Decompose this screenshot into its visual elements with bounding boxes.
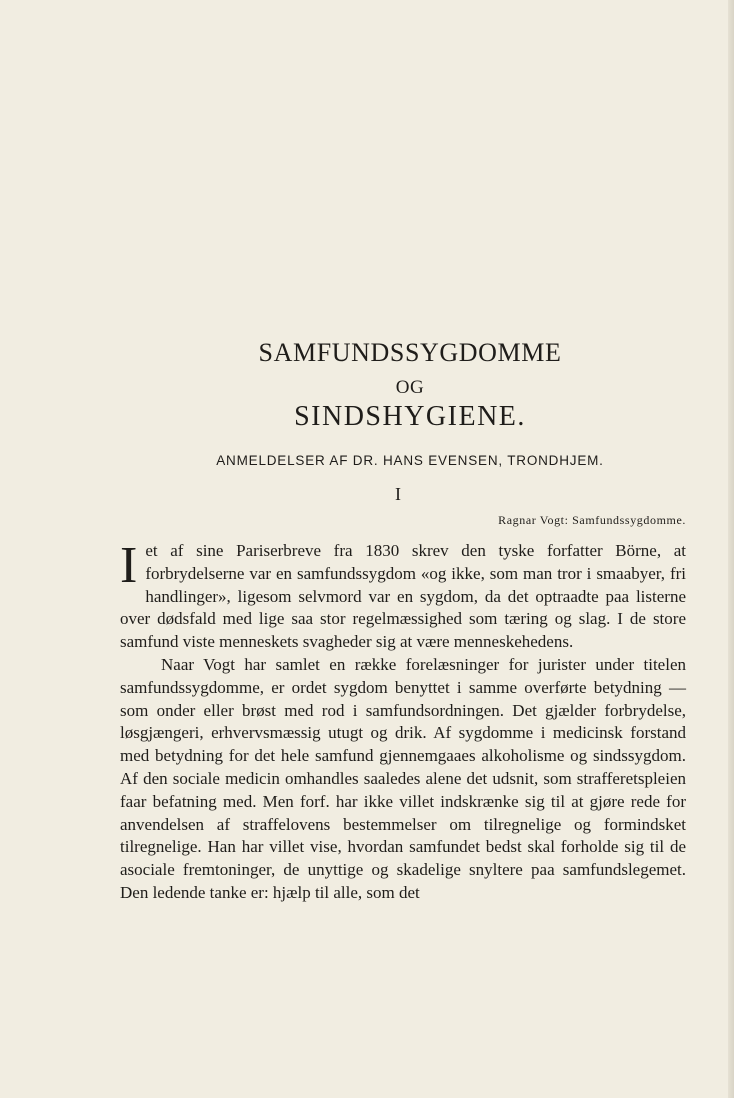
body-text: [120, 537, 686, 905]
title-line-1: SAMFUNDSSYGDOMME: [258, 338, 562, 367]
drop-cap: I: [120, 537, 138, 594]
section-numeral: I: [395, 484, 401, 504]
paragraph-1-text: et af sine Pariserbreve fra 1830 skrev den tyske forfatter Börne, at forbrydelserne var en samfundssygdom «og ikke, som man tror i smaabyer, fri handlinger», ligesom selvmord var en sygdom, da det optraadte paa listerne over dødsfald med lige saa stor regelmæssighed som tæring og slag. I de store samfund viste menneskets svagheder sig at være menneskehedens.: [120, 541, 686, 652]
title-line-3: SINDSHYGIENE.: [294, 401, 526, 432]
title-line-2: OG: [395, 377, 425, 398]
byline: ANMELDELSER AF DR. HANS EVENSEN, TRONDHJEM.: [216, 453, 604, 468]
reference: Ragnar Vogt: Samfundssygdomme.: [498, 513, 686, 527]
page-edge: [728, 0, 734, 1098]
paragraph-1: [120, 537, 686, 654]
paragraph-2: Naar Vogt har samlet en række forelæsninger for jurister under titelen samfundssygdomme, er ordet sygdom benyttet i samme overførte betydning — som onder eller brøst med rod i samfundsordningen. Det gjælder forbrydelse, løsgjængeri, erhvervsmæssig utugt og drik. Af sygdomme i medicinsk forstand med betydning for det hele samfund gjennemgaaes alkoholisme og sindssygdom. Af den sociale medicin omhandles saaledes alene det udsnit, som strafferetspleien faar befatning med. Men forf. har ikke villet indskrænke sig til at gjøre rede for anvendelsen af straffelovens bestemmelser om tilregnelige og formindsket tilregnelige. Han har villet vise, hvordan samfundet bedst skal forholde sig til de asociale fremtoninger, de unyttige og skadelige snyltere paa samfundslegemet. Den ledende tanke er: hjælp til alle, som det: [120, 654, 686, 902]
